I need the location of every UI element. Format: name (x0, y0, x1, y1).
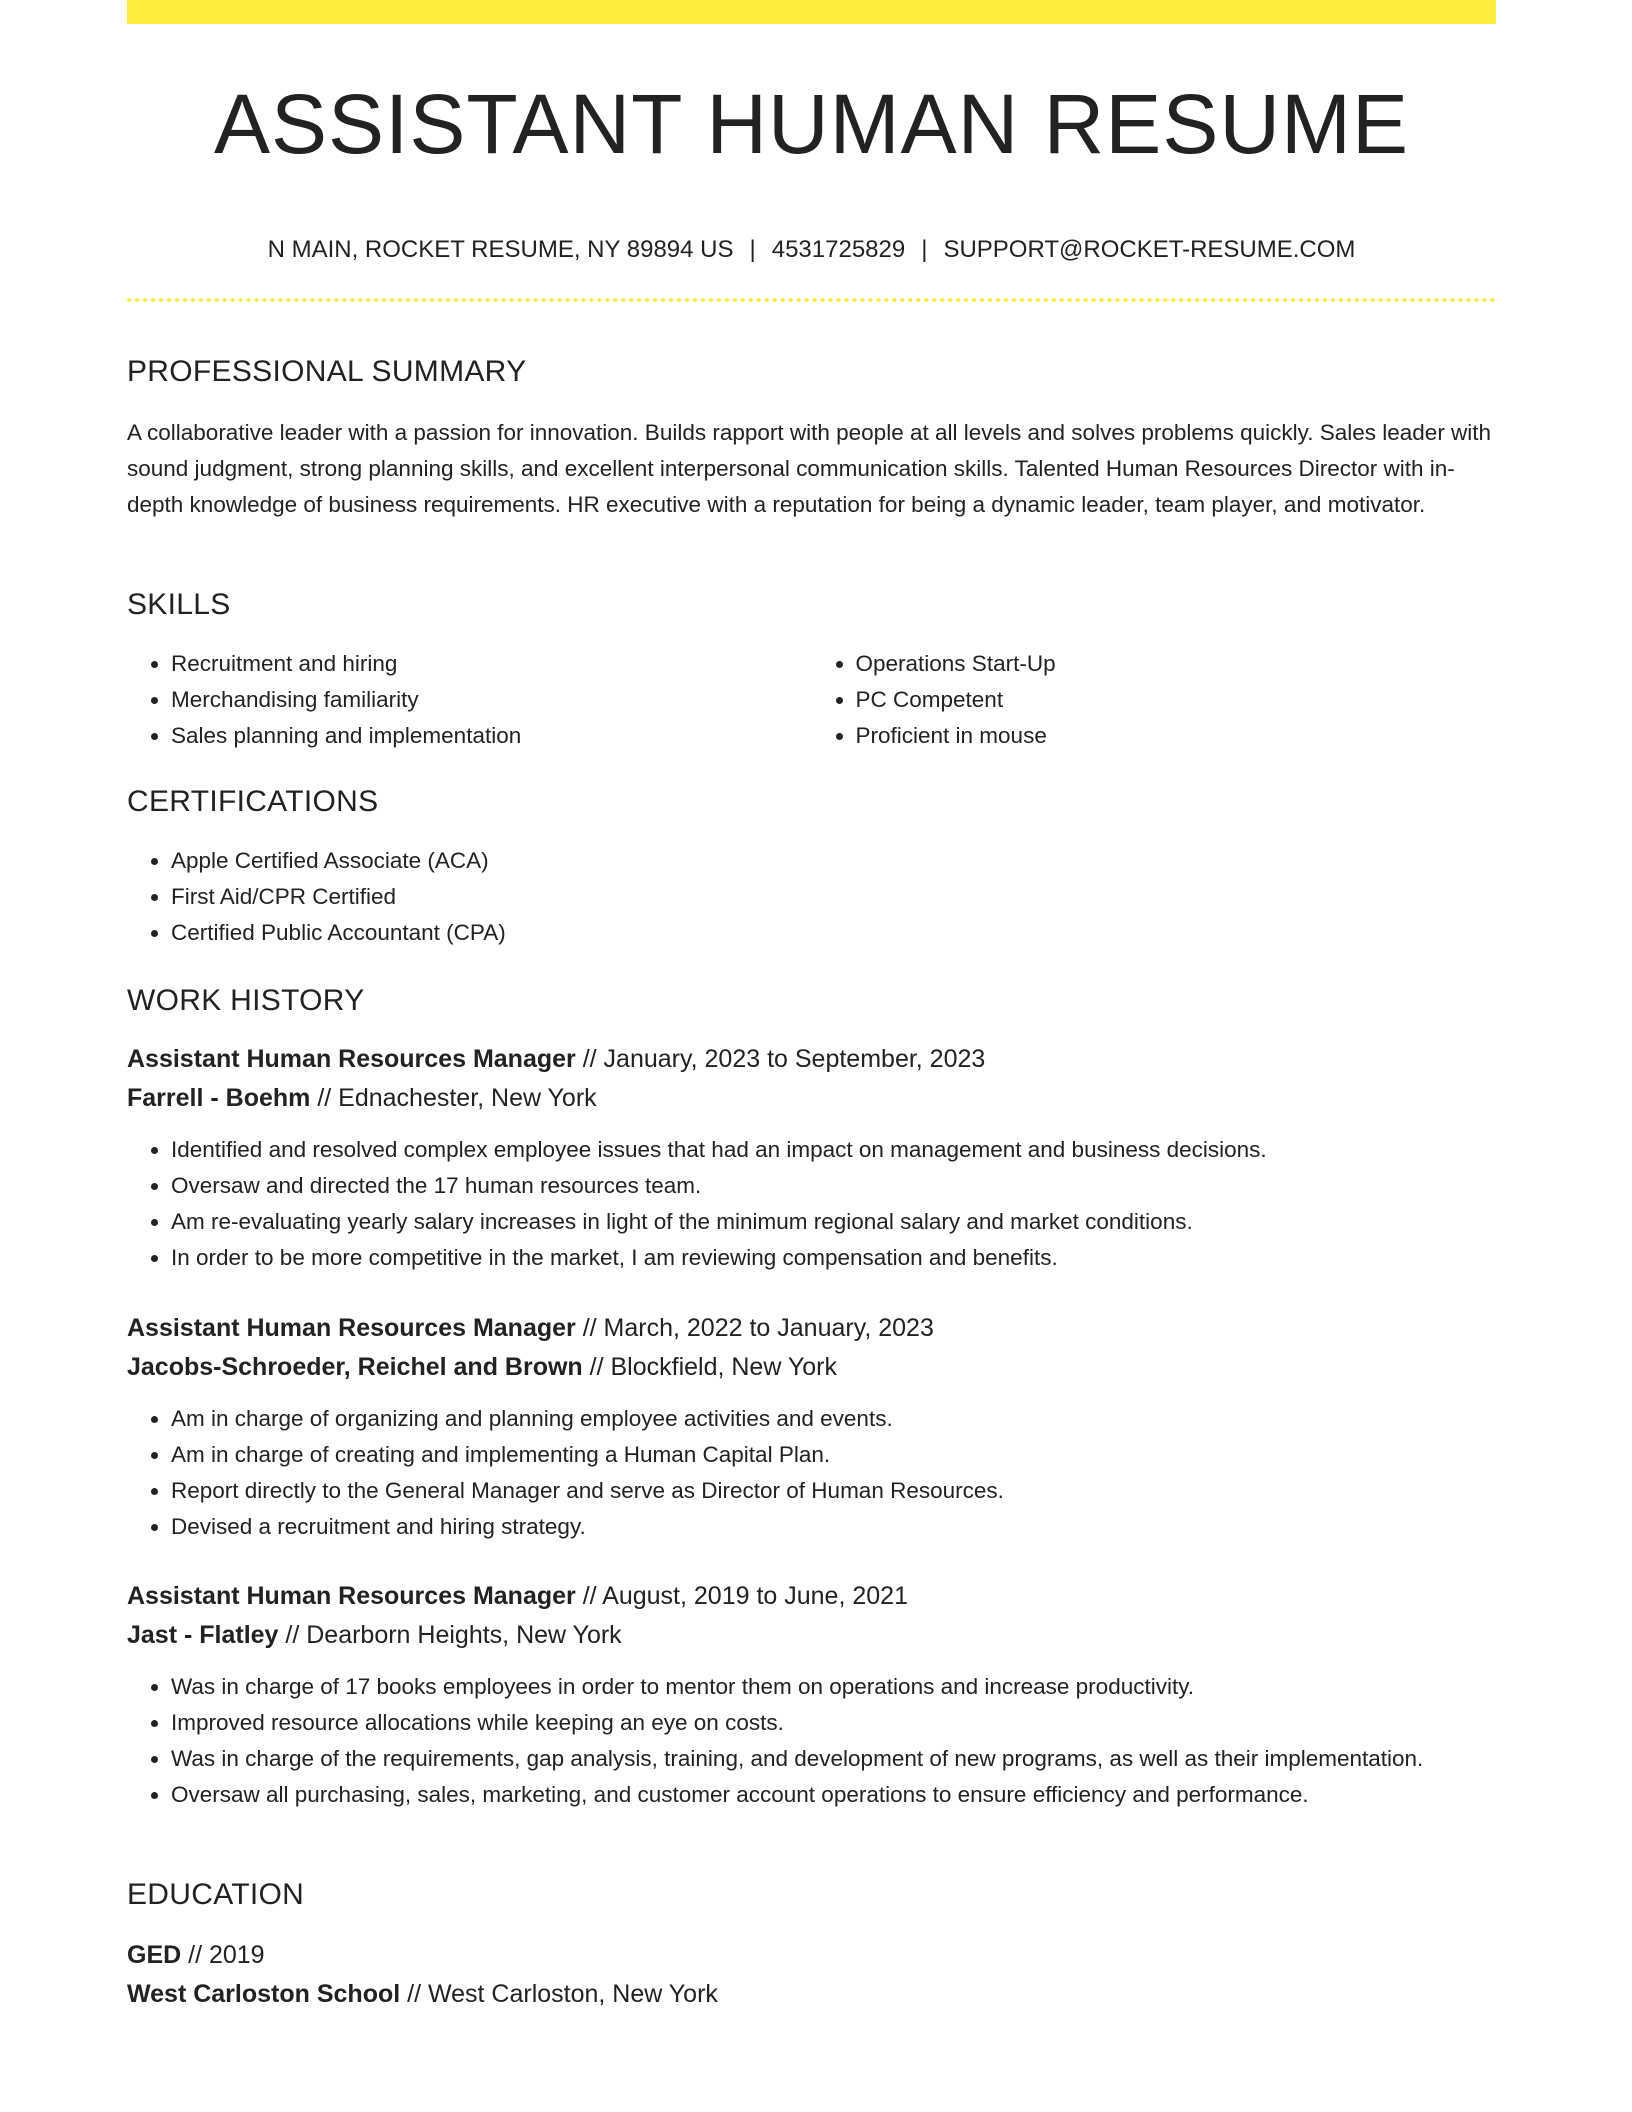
job-title-line (127, 1577, 1496, 1616)
education-school-line (127, 1975, 1496, 2014)
resume-title: ASSISTANT HUMAN RESUME (213, 77, 1410, 171)
skill-item: • Operations Start-Up (856, 646, 1497, 682)
top-accent-bar (127, 0, 1496, 24)
skills-columns (127, 646, 1496, 754)
job-company-line (127, 1616, 1496, 1655)
job-bullet: • Was in charge of the requirements, gap analysis, training, and development of new programs, as well as their implementation. (171, 1741, 1496, 1777)
job-title-line (127, 1309, 1496, 1348)
skill-item: • Proficient in mouse (856, 718, 1497, 754)
certification-item: • First Aid/CPR Certified (171, 879, 1496, 915)
job-role: Assistant Human Resources Manager (127, 1314, 576, 1342)
job-company: Jast - Flatley (127, 1621, 279, 1649)
skills-section (127, 590, 1496, 754)
contact-address: N MAIN, ROCKET RESUME, NY 89894 US (267, 236, 734, 263)
job-bullet: • Identified and resolved complex employee issues that had an impact on management and business decisions. (171, 1132, 1496, 1168)
summary-text: A collaborative leader with a passion for innovation. Builds rapport with people at all levels and solves problems quickly. Sales leader with sound judgment, strong planning skills, and excellent interpersonal communication skills. Talented Human Resources Director with in-depth knowledge of business requirements. HR executive with a reputation for being a dynamic leader, team player, and motivator. (127, 420, 1492, 517)
job-bullets (127, 1401, 1496, 1545)
summary-section (127, 357, 1496, 523)
education-location: // West Carloston, New York (400, 1980, 718, 2008)
job-bullet: • Oversaw all purchasing, sales, marketing, and customer account operations to ensure efficiency and performance. (171, 1777, 1496, 1813)
contact-phone: 4531725829 (771, 236, 906, 263)
job-location: // Blockfield, New York (582, 1353, 837, 1381)
job-bullet: • Am re-evaluating yearly salary increases in light of the minimum regional salary and market conditions. (171, 1204, 1496, 1240)
job-dates: // January, 2023 to September, 2023 (575, 1045, 986, 1073)
job-company: Farrell - Boehm (127, 1084, 311, 1112)
contact-separator: | (749, 236, 756, 263)
job-role: Assistant Human Resources Manager (127, 1045, 576, 1073)
job-location: // Ednachester, New York (310, 1084, 597, 1112)
work-history-heading: WORK HISTORY (127, 984, 365, 1017)
education-entry (127, 1936, 1496, 2014)
job-bullet: • Improved resource allocations while keeping an eye on costs. (171, 1705, 1496, 1741)
job-entry (127, 1309, 1496, 1545)
job-bullet: • Was in charge of 17 books employees in order to mentor them on operations and increase productivity. (171, 1669, 1496, 1705)
certification-item: • Apple Certified Associate (ACA) (171, 843, 1496, 879)
skills-list-left (127, 646, 812, 754)
skill-item: • Recruitment and hiring (171, 646, 812, 682)
job-title-line (127, 1040, 1496, 1079)
contact-email: SUPPORT@ROCKET-RESUME.COM (943, 236, 1356, 263)
skill-item: • Sales planning and implementation (171, 718, 812, 754)
education-heading: EDUCATION (127, 1878, 305, 1911)
job-company: Jacobs-Schroeder, Reichel and Brown (127, 1353, 583, 1381)
job-bullets (127, 1132, 1496, 1276)
job-bullet: • Oversaw and directed the 17 human resources team. (171, 1168, 1496, 1204)
certifications-heading: CERTIFICATIONS (127, 785, 379, 818)
certifications-section (127, 787, 1496, 951)
job-entry (127, 1040, 1496, 1276)
certification-item: • Certified Public Accountant (CPA) (171, 915, 1496, 951)
skill-item: • Merchandising familiarity (171, 682, 812, 718)
job-company-line (127, 1348, 1496, 1387)
certifications-list (127, 843, 1496, 951)
job-bullet: • Am in charge of creating and implementing a Human Capital Plan. (171, 1437, 1496, 1473)
job-bullet: • In order to be more competitive in the market, I am reviewing compensation and benefits. (171, 1240, 1496, 1276)
education-year: // 2019 (181, 1941, 265, 1969)
skill-item: • PC Competent (856, 682, 1497, 718)
job-entry (127, 1577, 1496, 1813)
job-company-line (127, 1079, 1496, 1118)
work-history-section (127, 986, 1496, 1016)
contact-line (127, 238, 1496, 262)
job-dates: // March, 2022 to January, 2023 (575, 1314, 934, 1342)
skills-list-right (812, 646, 1497, 754)
skills-heading: SKILLS (127, 588, 231, 621)
education-degree-line (127, 1936, 1496, 1975)
education-degree: GED (127, 1941, 182, 1969)
header-divider (127, 298, 1496, 302)
education-section (127, 1880, 1496, 2014)
summary-heading: PROFESSIONAL SUMMARY (127, 355, 527, 388)
job-bullets (127, 1669, 1496, 1813)
job-dates: // August, 2019 to June, 2021 (575, 1582, 908, 1610)
contact-separator: | (921, 236, 928, 263)
resume-page (127, 0, 1496, 2008)
job-bullet: • Am in charge of organizing and planning employee activities and events. (171, 1401, 1496, 1437)
job-role: Assistant Human Resources Manager (127, 1582, 576, 1610)
job-bullet: • Devised a recruitment and hiring strategy. (171, 1509, 1496, 1545)
education-school: West Carloston School (127, 1980, 401, 2008)
job-location: // Dearborn Heights, New York (278, 1621, 622, 1649)
job-bullet: • Report directly to the General Manager and serve as Director of Human Resources. (171, 1473, 1496, 1509)
